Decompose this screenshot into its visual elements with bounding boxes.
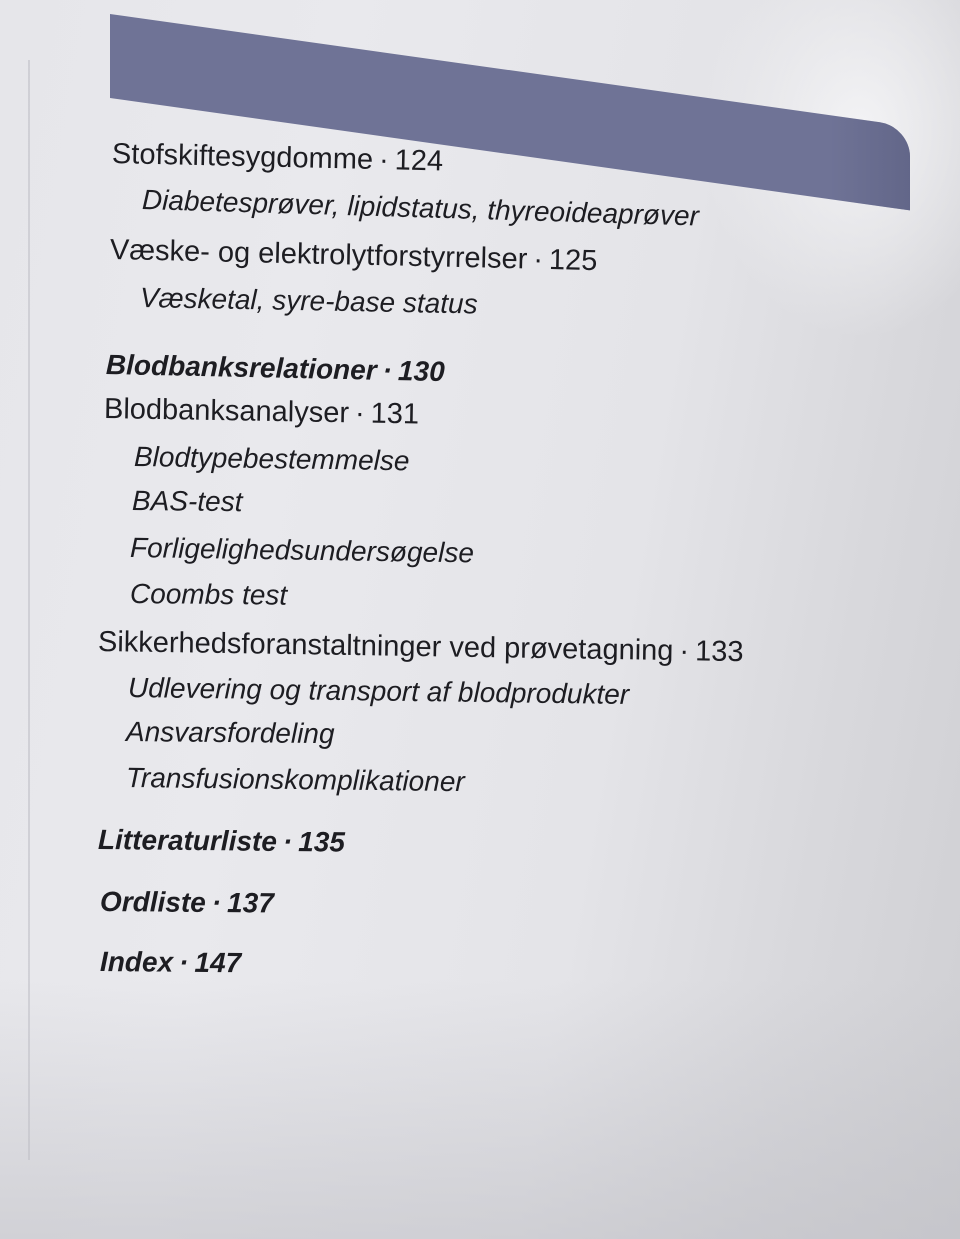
toc-entry-separator: · bbox=[354, 397, 365, 430]
toc-entry-title: Ansvarsfordeling bbox=[125, 716, 335, 750]
toc-subentry-ansvarsfordeling bbox=[126, 718, 335, 748]
toc-entry-page: 137 bbox=[227, 887, 274, 919]
toc-entry-title: Ordliste bbox=[99, 886, 206, 918]
toc-entry-title: Forligelighedsundersøgelse bbox=[129, 532, 475, 569]
toc-entry-title: Stofskiftesygdomme bbox=[111, 138, 374, 176]
toc-entry-separator: · bbox=[382, 354, 393, 386]
toc-subentry-coombs-test bbox=[130, 580, 287, 610]
toc-entry-title: Coombs test bbox=[129, 578, 288, 611]
toc-entry-sikkerhedsforanstaltninger bbox=[98, 628, 744, 667]
toc-subentry-transfusionskomplikationer bbox=[126, 764, 465, 796]
toc-section-index bbox=[100, 948, 241, 977]
toc-entry-title: Blodtypebestemmelse bbox=[133, 441, 410, 477]
toc-entry-page: 130 bbox=[397, 355, 446, 388]
toc-entry-title: BAS-test bbox=[131, 485, 243, 518]
toc-entry-vaeske-elektrolyt bbox=[110, 236, 598, 276]
toc-entry-title: Diabetesprøver, lipidstatus, thyreoideaprøver bbox=[141, 184, 700, 232]
toc-entry-title: Sikkerhedsforanstaltninger ved prøvetagning bbox=[97, 626, 674, 668]
toc-section-litteraturliste bbox=[98, 826, 345, 857]
toc-entry-title: Litteraturliste bbox=[97, 824, 278, 857]
toc-entry-page: 147 bbox=[194, 946, 242, 979]
toc-entry-page: 124 bbox=[394, 144, 444, 178]
toc-subentry-udlevering bbox=[128, 674, 630, 709]
toc-subentry-forligelighedsundersogelse bbox=[130, 534, 474, 567]
toc-subentry-diabetesprover bbox=[142, 186, 700, 231]
toc-entry-title: Væsketal, syre-base status bbox=[139, 282, 478, 320]
toc-subentry-vaesketal bbox=[140, 284, 478, 318]
toc-entry-title: Væske- og elektrolytforstyrrelser bbox=[109, 234, 528, 276]
toc-entry-separator: · bbox=[211, 886, 222, 919]
toc-section-ordliste bbox=[100, 888, 274, 918]
toc-entry-page: 125 bbox=[548, 243, 598, 278]
toc-subentry-bas-test bbox=[132, 487, 243, 516]
toc-entry-title: Blodbanksrelationer bbox=[105, 349, 378, 386]
toc-entry-page: 135 bbox=[298, 826, 346, 858]
toc-entry-stofskiftesygdomme bbox=[112, 140, 444, 177]
toc-entry-separator: · bbox=[532, 243, 544, 276]
toc-subentry-blodtypebestemmelse bbox=[134, 443, 410, 475]
toc-entry-separator: · bbox=[282, 825, 293, 858]
toc-entry-blodbanksanalyser bbox=[104, 395, 420, 429]
toc-entry-title: Index bbox=[99, 946, 174, 978]
toc-entry-separator: · bbox=[378, 144, 390, 177]
toc-entry-page: 131 bbox=[370, 397, 420, 431]
toc-section-blodbanksrelationer bbox=[106, 351, 445, 386]
toc-entry-page: 133 bbox=[694, 635, 744, 669]
toc-entry-separator: · bbox=[679, 635, 690, 668]
toc-entry-title: Blodbanksanalyser bbox=[103, 393, 350, 430]
toc-entry-separator: · bbox=[179, 946, 189, 978]
toc-entry-title: Transfusionskomplikationer bbox=[125, 762, 465, 798]
toc-entry-title: Udlevering og transport af blodprodukter bbox=[127, 672, 630, 710]
